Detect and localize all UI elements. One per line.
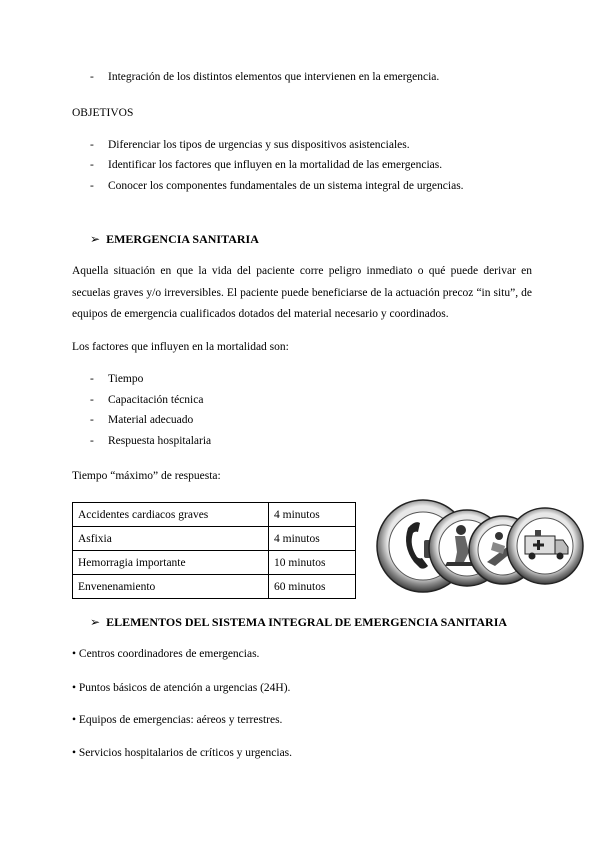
table-row: [73, 503, 356, 527]
table-cell-time: 4 minutos: [269, 503, 356, 527]
section-title: EMERGENCIA SANITARIA: [106, 232, 259, 246]
definition-paragraph: Aquella situación en que la vida del paciente corre peligro inmediato o qué puede derivar en secuelas graves y/o irreversibles. El paciente puede beneficiarse de la actuación precoz “in situ”, de equipos de emergencia cualificados dotados del material necesario y coordinados.: [72, 265, 532, 320]
list-item: [72, 747, 292, 759]
objetivos-title: OBJETIVOS: [72, 107, 134, 119]
list-item-text: Integración de los distintos elementos que intervienen en la emergencia.: [108, 71, 440, 83]
dash-marker: -: [90, 414, 94, 426]
list-item-text: Conocer los componentes fundamentales de un sistema integral de urgencias.: [108, 180, 464, 192]
section-heading-emergencia: [90, 232, 259, 247]
table-cell-condition: Asfixia: [73, 527, 269, 551]
emergency-services-illustration: [375, 490, 585, 602]
list-item-text: Puntos básicos de atención a urgencias (24H).: [78, 682, 291, 694]
list-item: [90, 139, 410, 151]
list-item: [90, 414, 193, 426]
list-item-text: Capacitación técnica: [108, 394, 204, 406]
list-item: [90, 435, 211, 447]
list-item-text: Respuesta hospitalaria: [108, 435, 212, 447]
list-item: [90, 71, 439, 83]
list-item: [90, 394, 203, 406]
ambulance-icon: [507, 508, 583, 584]
table-row: [73, 527, 356, 551]
table-cell-condition: Envenenamiento: [73, 575, 269, 599]
bullet-marker: •: [72, 747, 77, 759]
list-item-text: Identificar los factores que influyen en la mortalidad de las emergencias.: [108, 159, 443, 171]
list-item: [90, 373, 143, 385]
dash-marker: -: [90, 373, 94, 385]
table-row: [73, 551, 356, 575]
arrow-icon: ➢: [90, 615, 101, 629]
arrow-icon: ➢: [90, 232, 101, 246]
list-item-text: Tiempo: [108, 373, 144, 385]
list-item: [72, 714, 282, 726]
table-cell-time: 10 minutos: [269, 551, 356, 575]
response-time-table: [72, 502, 356, 599]
dash-marker: -: [90, 71, 94, 83]
list-item-text: Equipos de emergencias: aéreos y terrestres.: [78, 714, 283, 726]
section-heading-elementos: [90, 615, 507, 630]
list-item: [90, 159, 442, 171]
table-cell-condition: Hemorragia importante: [73, 551, 269, 575]
bullet-marker: •: [72, 648, 77, 660]
dash-marker: -: [90, 180, 94, 192]
list-item-text: Servicios hospitalarios de críticos y urgencias.: [78, 747, 293, 759]
list-item-text: Diferenciar los tipos de urgencias y sus dispositivos asistenciales.: [108, 139, 410, 151]
list-item: [72, 682, 290, 694]
factors-intro: Los factores que influyen en la mortalidad son:: [72, 341, 289, 353]
list-item: [90, 180, 464, 192]
bullet-marker: •: [72, 714, 77, 726]
table-cell-condition: Accidentes cardiacos graves: [73, 503, 269, 527]
table-row: [73, 575, 356, 599]
table-cell-time: 4 minutos: [269, 527, 356, 551]
bullet-marker: •: [72, 682, 77, 694]
list-item-text: Material adecuado: [108, 414, 194, 426]
dash-marker: -: [90, 435, 94, 447]
dash-marker: -: [90, 394, 94, 406]
list-item-text: Centros coordinadores de emergencias.: [78, 648, 260, 660]
list-item: [72, 648, 259, 660]
dash-marker: -: [90, 159, 94, 171]
time-label: Tiempo “máximo” de respuesta:: [72, 470, 221, 482]
section-title: ELEMENTOS DEL SISTEMA INTEGRAL DE EMERGENCIA SANITARIA: [106, 615, 508, 629]
table-cell-time: 60 minutos: [269, 575, 356, 599]
dash-marker: -: [90, 139, 94, 151]
